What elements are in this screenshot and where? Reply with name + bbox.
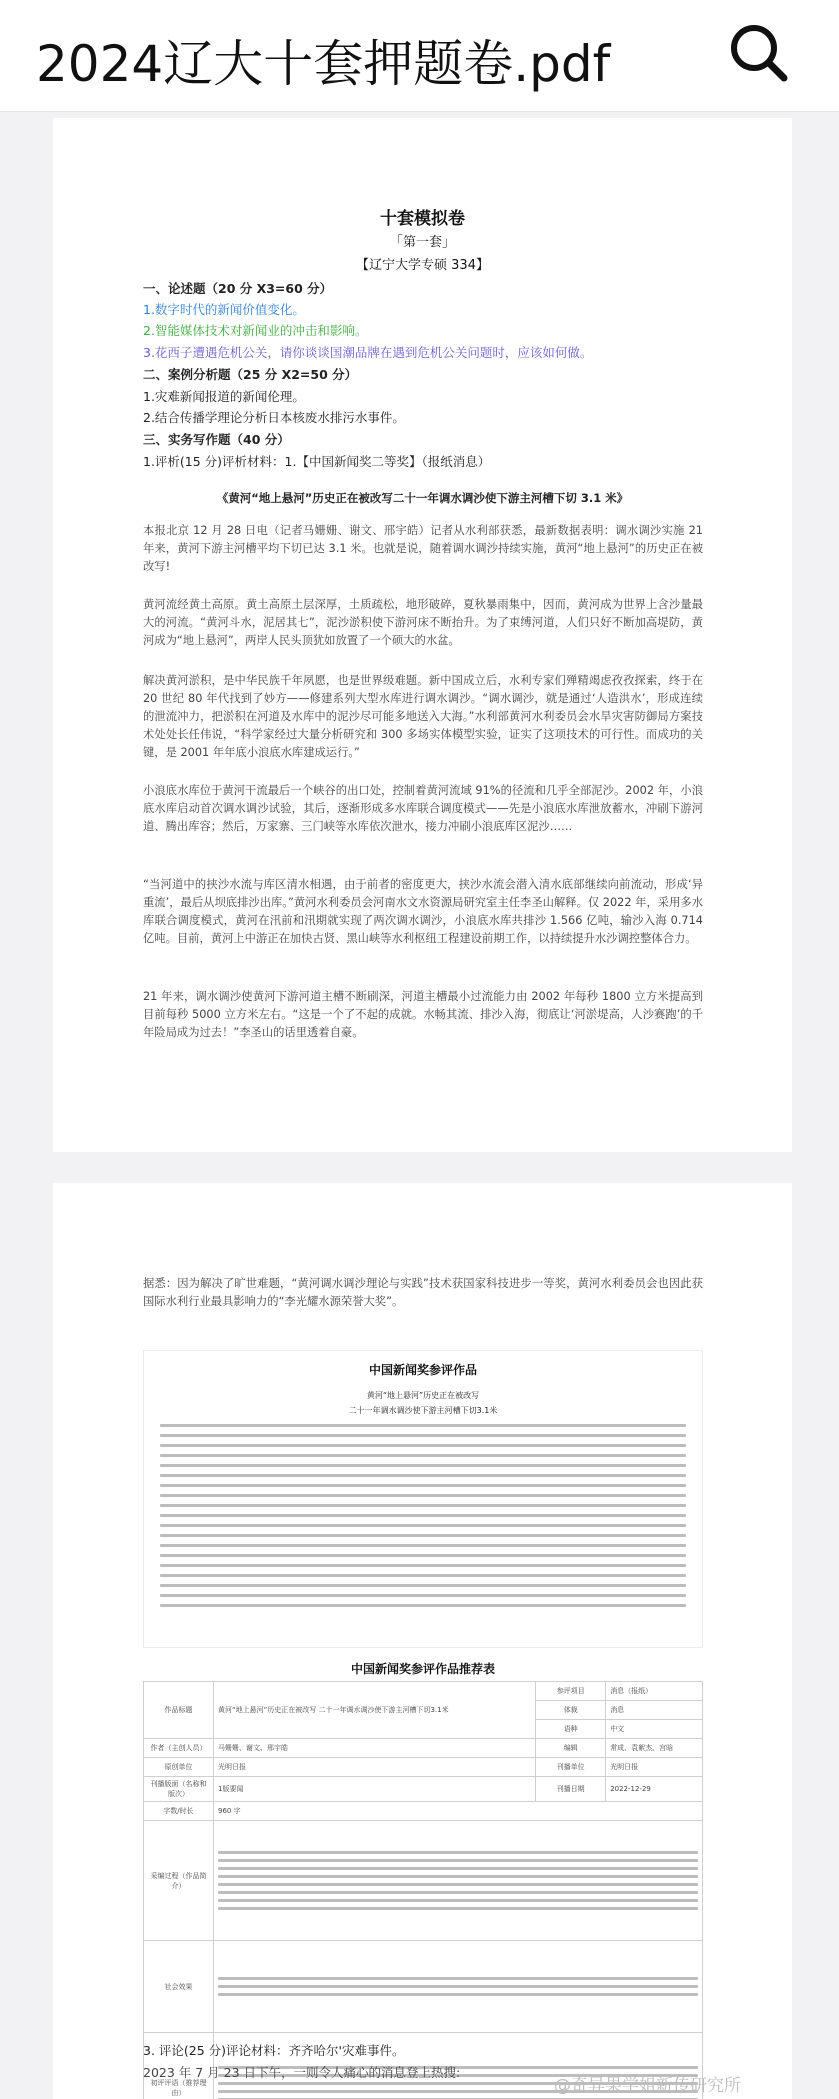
embedded-news-image bbox=[143, 1350, 703, 1648]
question-item: 1.灾难新闻报道的新闻伦理。 bbox=[143, 389, 305, 404]
table-cell: 刊播日期 bbox=[536, 1777, 606, 1802]
text-line bbox=[160, 1574, 686, 1577]
text-line bbox=[218, 1867, 698, 1870]
table-cell: 刊播单位 bbox=[536, 1758, 606, 1777]
table-cell: 黄河“地上悬河”历史正在被改写 二十一年调水调沙使下游主河槽下切3.1米 bbox=[214, 1682, 536, 1739]
table-title: 中国新闻奖参评作品推荐表 bbox=[350, 1662, 495, 1676]
section-heading: 三、实务写作题（40 分） bbox=[143, 432, 290, 447]
table-cell: 体裁 bbox=[536, 1701, 606, 1720]
table-cell: 社会效果 bbox=[144, 1941, 214, 2033]
exam-school: 【辽宁大学专硕 334】 bbox=[356, 258, 489, 273]
pdf-page-1[interactable] bbox=[53, 118, 792, 1152]
table-cell: 编辑 bbox=[536, 1739, 606, 1758]
text-line bbox=[160, 1454, 686, 1457]
top-bar bbox=[0, 0, 839, 112]
table-cell: 1版要闻 bbox=[214, 1777, 536, 1802]
table-cell: 作品标题 bbox=[144, 1682, 214, 1739]
text-line bbox=[160, 1484, 686, 1487]
search-icon[interactable] bbox=[726, 20, 792, 86]
text-line bbox=[218, 1875, 698, 1878]
table-cell: 刊播版面（名称和版次） bbox=[144, 1777, 214, 1802]
paragraph: “当河道中的挟沙水流与库区清水相遇，由于前者的密度更大，挟沙水流会潜入清水底部继续向前流动，形成‘异重流’，最后从坝底排沙出库。”黄河水利委员会河南水文水资源局研究室主任李圣山解释。仅 2022 年，采用多水库联合调度模式，黄河在汛前和汛期就实现了两次调水调沙，小浪底水库共排沙 1.566 亿吨，输沙入海 0.714 亿吨。目前，黄河上中游正在加快古贤、黑山峡等水利枢纽工程建设前期工作，以持续提升水沙调控整体合力。 bbox=[143, 878, 703, 945]
question-item: 2.结合传播学理论分析日本核废水排污水事件。 bbox=[143, 410, 405, 425]
text-line bbox=[160, 1434, 686, 1437]
pdf-page-2[interactable] bbox=[53, 1183, 792, 2099]
text-line bbox=[218, 1859, 698, 1862]
text-line bbox=[218, 1985, 698, 1988]
text-line bbox=[160, 1504, 686, 1507]
text-line bbox=[160, 1474, 686, 1477]
embed-subtitle: 黄河“地上悬河”历史正在被改写 bbox=[366, 1391, 480, 1400]
search-button[interactable] bbox=[726, 20, 792, 86]
embed-title: 中国新闻奖参评作品 bbox=[368, 1363, 477, 1377]
table-cell: 光明日报 bbox=[606, 1758, 703, 1777]
table-cell: 960 字 bbox=[214, 1802, 703, 1821]
text-line bbox=[160, 1534, 686, 1537]
table-cell: 语种 bbox=[536, 1720, 606, 1739]
text-line bbox=[218, 1851, 698, 1854]
table-cell: 原创单位 bbox=[144, 1758, 214, 1777]
table-cell: 2022-12-29 bbox=[606, 1777, 703, 1802]
recommendation-table bbox=[143, 1681, 703, 2099]
text-line bbox=[218, 1883, 698, 1886]
table-cell: 光明日报 bbox=[214, 1758, 536, 1777]
text-line bbox=[218, 1993, 698, 1996]
table-cell: 消息（报纸） bbox=[606, 1682, 703, 1701]
paragraph: 21 年来，调水调沙使黄河下游河道主槽不断刷深，河道主槽最小过流能力由 2002 年每秒 1800 立方米提高到目前每秒 5000 立方米左右。“这是一个了不起的成就。水畅其流、排沙入海，彻底让‘河淤堤高，人沙赛跑’的千年险局成为过去！”李圣山的话里透着自豪。 bbox=[143, 990, 703, 1039]
text-line bbox=[160, 1444, 686, 1447]
table-cell: 马姗姗、谢文、邢宇皓 bbox=[214, 1739, 536, 1758]
document-title: 2024辽大十套押题卷.pdf bbox=[36, 35, 611, 93]
news-headline: 《黄河“地上悬河”历史正在被改写二十一年调水调沙使下游主河槽下切 3.1 米》 bbox=[216, 491, 629, 505]
table-cell: 字数/时长 bbox=[144, 1802, 214, 1821]
text-line bbox=[160, 1554, 686, 1557]
paragraph: 小浪底水库位于黄河干流最后一个峡谷的出口处，控制着黄河流域 91%的径流和几乎全部泥沙。2002 年，小浪底水库启动首次调水调沙试验，其后，逐渐形成多水库联合调度模式——先是小浪底水库泄放蓄水，冲刷下游河道、腾出库容；然后，万家寨、三门峡等水库依次泄水，接力冲刷小浪底库区泥沙…… bbox=[143, 784, 703, 833]
text-line bbox=[160, 1464, 686, 1467]
embed-subtitle: 二十一年调水调沙使下游主河槽下切3.1米 bbox=[348, 1406, 498, 1415]
exam-title: 十套模拟卷 bbox=[380, 209, 465, 229]
paragraph: 据悉：因为解决了旷世难题，“黄河调水调沙理论与实践”技术获国家科技进步一等奖，黄河水利委员会也因此获国际水利行业最具影响力的“李光耀水源荣誉大奖”。 bbox=[143, 1277, 703, 1308]
text-line bbox=[218, 1977, 698, 1980]
table-cell: 常成、袁絮杰、宫晗 bbox=[606, 1739, 703, 1758]
table-cell bbox=[214, 1941, 703, 2033]
question-item: 3.花西子遭遇危机公关，请你谈谈国潮品牌在遇到危机公关问题时，应该如何做。 bbox=[143, 345, 593, 360]
question-item: 3. 评论(25 分)评论材料：齐齐哈尔'灾难事件。 bbox=[143, 2043, 405, 2058]
paragraph: 解决黄河淤积，是中华民族千年夙愿，也是世界级难题。新中国成立后，水利专家们殚精竭虑孜孜探索，终于在 20 世纪 80 年代找到了妙方——修建系列大型水库进行调水调沙。“调水调沙，就是通过‘人造洪水’，形成连续的泄流冲力，把淤积在河道及水库中的泥沙尽可能多地送入大海。”水利部黄河水利委员会水旱灾害防御局方案技术处处长任伟说，“科学家经过大量分析研究和 300 多场实体模型实验，证实了这项技术的可行性。而成功的关键，是 2001 年年底小浪底水库建成运行。” bbox=[143, 674, 703, 759]
text-line bbox=[160, 1584, 686, 1587]
text-line bbox=[160, 1514, 686, 1517]
text-line bbox=[218, 1899, 698, 1902]
text-line bbox=[218, 1907, 698, 1910]
question-item: 1.评析(15 分)评析材料：1.【中国新闻奖二等奖】（报纸消息） bbox=[143, 454, 491, 469]
text-line bbox=[160, 1544, 686, 1547]
text-line bbox=[160, 1424, 686, 1427]
table-cell: 采编过程（作品简介） bbox=[144, 1821, 214, 1941]
table-cell bbox=[214, 1821, 703, 1941]
table-cell: 初评评语（推荐理由） bbox=[144, 2033, 214, 2099]
question-item: 2.智能媒体技术对新闻业的冲击和影响。 bbox=[143, 323, 368, 338]
table-cell: 参评项目 bbox=[536, 1682, 606, 1701]
text-line bbox=[160, 1594, 686, 1597]
exam-subtitle: 「第一套」 bbox=[389, 235, 455, 250]
table-cell: 消息 bbox=[606, 1701, 703, 1720]
watermark: @奇异果学姐新传研究所 bbox=[554, 2076, 741, 2096]
text-line bbox=[160, 1494, 686, 1497]
table-cell: 中文 bbox=[606, 1720, 703, 1739]
text-line bbox=[218, 1891, 698, 1894]
section-heading: 一、论述题（20 分 X3=60 分） bbox=[143, 281, 333, 296]
text-line bbox=[160, 1524, 686, 1527]
question-item: 1.数字时代的新闻价值变化。 bbox=[143, 302, 305, 317]
paragraph: 2023 年 7 月 23 日下午，一则令人痛心的消息登上热搜: bbox=[143, 2065, 461, 2080]
paragraph: 本报北京 12 月 28 日电（记者马姗姗、谢文、邢宇皓）记者从水利部获悉，最新数据表明：调水调沙实施 21 年来，黄河下游主河槽平均下切已达 3.1 米。也就是说，随着调水调沙持续实施，黄河“地上悬河”的历史正在被改写! bbox=[143, 524, 703, 573]
table-cell: 作者（主创人员） bbox=[144, 1739, 214, 1758]
paragraph: 黄河流经黄土高原。黄土高原土层深厚，土质疏松，地形破碎，夏秋暴雨集中，因而，黄河成为世界上含沙量最大的河流。“黄河斗水，泥居其七”，泥沙淤积使下游河床不断抬升。为了束缚河道，人们只好不断加高堤防，黄河成为“地上悬河”，两岸人民头顶犹如放置了一个硕大的水盆。 bbox=[143, 598, 703, 647]
text-line bbox=[160, 1604, 686, 1607]
section-heading: 二、案例分析题（25 分 X2=50 分） bbox=[143, 367, 358, 382]
text-line bbox=[160, 1564, 686, 1567]
